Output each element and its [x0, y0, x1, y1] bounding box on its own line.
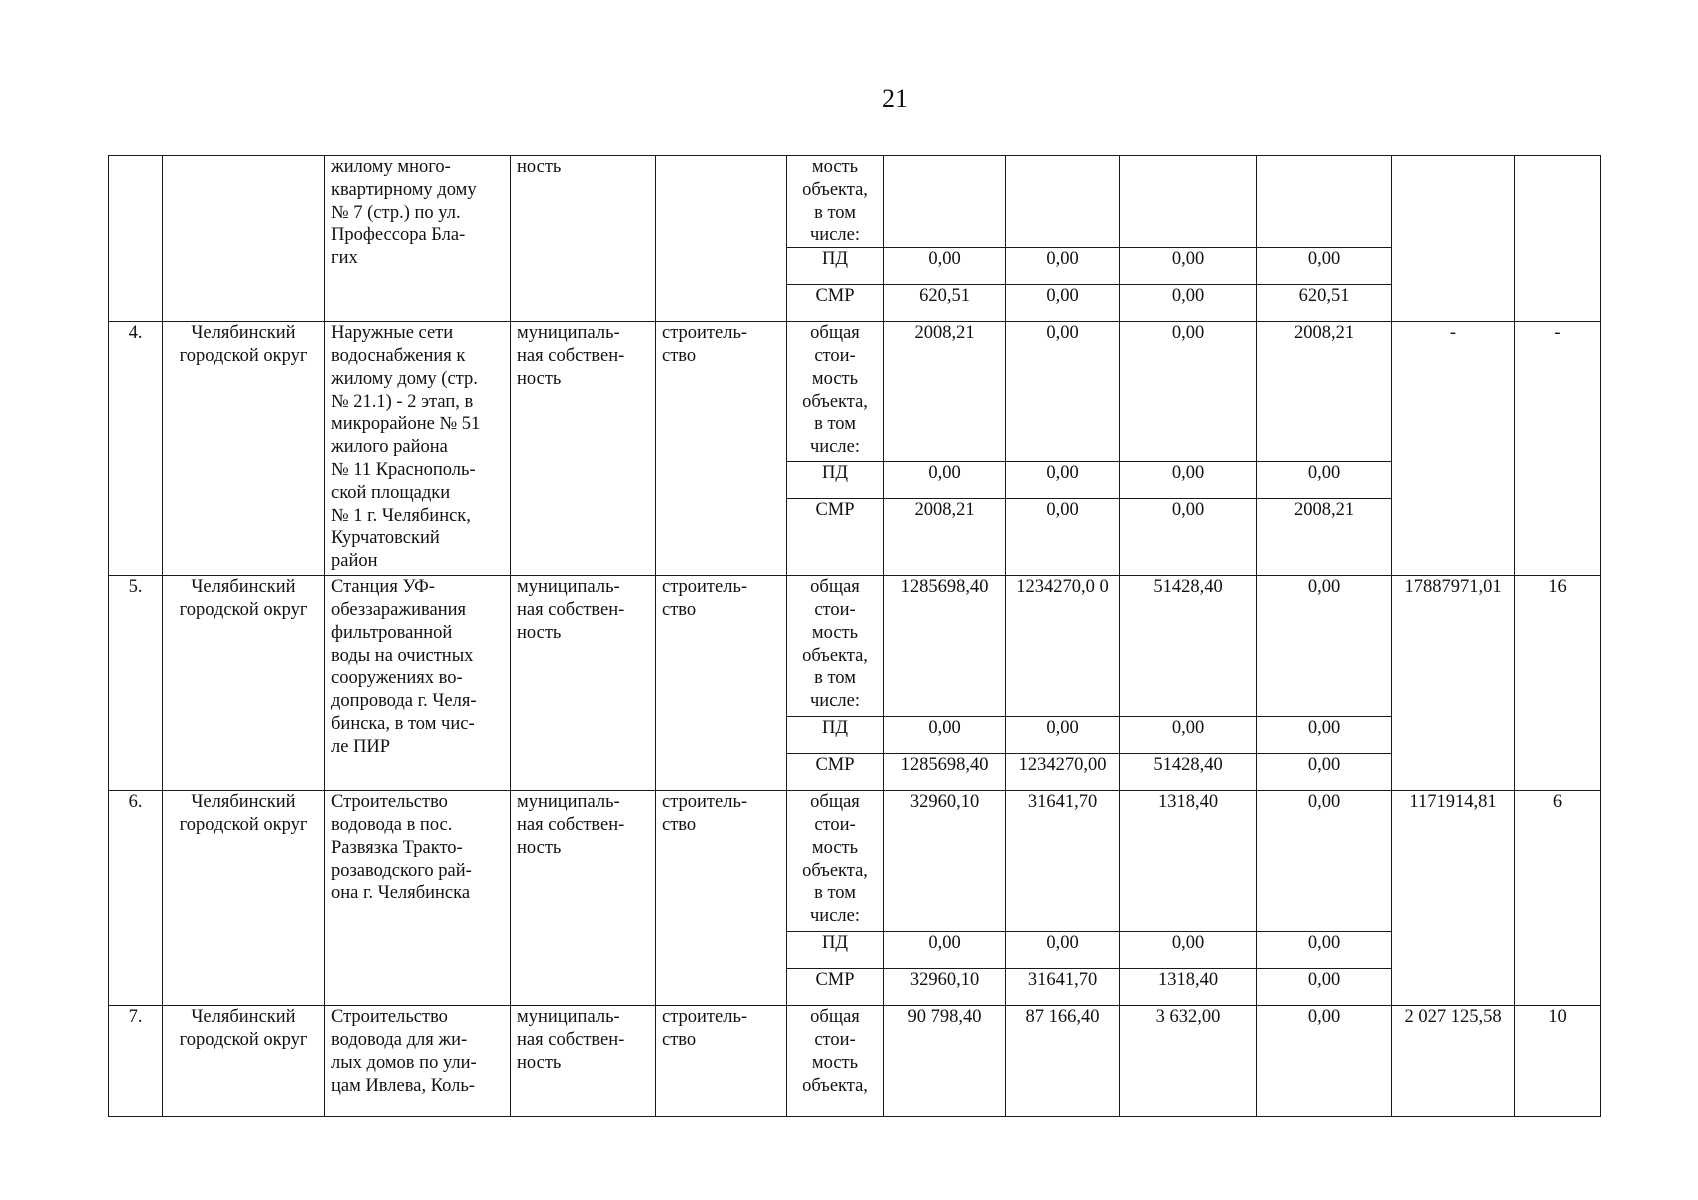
object-name-cell: Станция УФ- обеззараживания фильтрованной воды на очистных сооружениях во- допровода г. Челя- бинска, в том чис- ле ПИР	[325, 576, 511, 791]
pd-value: 0,00	[1006, 717, 1120, 754]
pd-value: 0,00	[1120, 462, 1257, 499]
pd-value: 0,00	[1257, 462, 1392, 499]
smr-value: 51428,40	[1120, 754, 1257, 791]
total-cost-value: 0,00	[1257, 576, 1392, 717]
table-row	[109, 791, 1601, 932]
total-cost-value: 1318,40	[1120, 791, 1257, 932]
smr-value: 0,00	[1120, 285, 1257, 322]
smr-value: 32960,10	[884, 969, 1006, 1006]
pd-label: ПД	[787, 248, 884, 285]
municipality-cell: Челябинский городской округ	[163, 576, 325, 791]
pd-label: ПД	[787, 462, 884, 499]
extra-count-cell: 10	[1515, 1006, 1601, 1117]
pd-label: ПД	[787, 717, 884, 754]
row-number: 4.	[109, 322, 163, 576]
total-cost-value: 0,00	[1257, 1006, 1392, 1117]
row-number: 6.	[109, 791, 163, 1006]
total-cost-label: общая стои- мость объекта, в том числе:	[787, 576, 884, 717]
smr-label: СМР	[787, 285, 884, 322]
total-cost-value	[1257, 156, 1392, 248]
page-number: 21	[882, 84, 908, 113]
extra-value-cell: -	[1392, 322, 1515, 576]
smr-value: 1318,40	[1120, 969, 1257, 1006]
smr-value: 0,00	[1006, 285, 1120, 322]
ownership-cell: муниципаль- ная собствен- ность	[511, 791, 656, 1006]
pd-value: 0,00	[1120, 248, 1257, 285]
pd-value: 0,00	[1006, 932, 1120, 969]
ownership-cell: муниципаль- ная собствен- ность	[511, 1006, 656, 1117]
pd-value: 0,00	[1006, 462, 1120, 499]
extra-value-cell: 1171914,81	[1392, 791, 1515, 1006]
total-cost-value: 0,00	[1120, 322, 1257, 462]
object-name-cell: Наружные сети водоснабжения к жилому дому (стр. № 21.1) - 2 этап, в микрорайоне № 51 жилого района № 11 Краснополь- ской площадки № 1 г. Челябинск, Курчатовский район	[325, 322, 511, 576]
total-cost-label: общая стои- мость объекта,	[787, 1006, 884, 1117]
municipality-cell: Челябинский городской округ	[163, 322, 325, 576]
total-cost-value: 32960,10	[884, 791, 1006, 932]
total-cost-value: 3 632,00	[1120, 1006, 1257, 1117]
row-number: 7.	[109, 1006, 163, 1117]
total-cost-label: общая стои- мость объекта, в том числе:	[787, 322, 884, 462]
smr-value: 1285698,40	[884, 754, 1006, 791]
row-number	[109, 156, 163, 322]
smr-value: 1234270,00	[1006, 754, 1120, 791]
total-cost-value: 0,00	[1257, 791, 1392, 932]
pd-value: 0,00	[1120, 932, 1257, 969]
total-cost-value: 90 798,40	[884, 1006, 1006, 1117]
total-cost-value: 2008,21	[884, 322, 1006, 462]
work-kind-cell: строитель- ство	[656, 1006, 787, 1117]
pd-value: 0,00	[884, 932, 1006, 969]
extra-count-cell: 6	[1515, 791, 1601, 1006]
smr-value: 0,00	[1257, 969, 1392, 1006]
total-cost-value	[1006, 156, 1120, 248]
ownership-cell: муниципаль- ная собствен- ность	[511, 322, 656, 576]
investment-objects-table	[108, 155, 1601, 1117]
pd-value: 0,00	[884, 717, 1006, 754]
municipality-cell	[163, 156, 325, 322]
total-cost-value: 0,00	[1006, 322, 1120, 462]
table-row	[109, 1006, 1601, 1117]
object-name-cell: Строительство водовода в пос. Развязка Тракто- розаводского рай- она г. Челябинска	[325, 791, 511, 1006]
smr-label: СМР	[787, 969, 884, 1006]
total-cost-value: 87 166,40	[1006, 1006, 1120, 1117]
smr-value: 620,51	[1257, 285, 1392, 322]
table-row	[109, 576, 1601, 717]
smr-value: 0,00	[1257, 754, 1392, 791]
total-cost-value	[884, 156, 1006, 248]
table-row	[109, 322, 1601, 462]
smr-label: СМР	[787, 754, 884, 791]
pd-value: 0,00	[1257, 932, 1392, 969]
row-number: 5.	[109, 576, 163, 791]
total-cost-value: 1285698,40	[884, 576, 1006, 717]
extra-count-cell: -	[1515, 322, 1601, 576]
object-name-cell: Строительство водовода для жи- лых домов по ули- цам Ивлева, Коль-	[325, 1006, 511, 1117]
pd-value: 0,00	[884, 462, 1006, 499]
total-cost-label: общая стои- мость объекта, в том числе:	[787, 791, 884, 932]
extra-value-cell: 2 027 125,58	[1392, 1006, 1515, 1117]
work-kind-cell: строитель- ство	[656, 322, 787, 576]
ownership-cell: ность	[511, 156, 656, 322]
total-cost-value: 31641,70	[1006, 791, 1120, 932]
smr-value: 0,00	[1120, 499, 1257, 576]
smr-value: 2008,21	[884, 499, 1006, 576]
total-cost-value: 1234270,0 0	[1006, 576, 1120, 717]
municipality-cell: Челябинский городской округ	[163, 1006, 325, 1117]
municipality-cell: Челябинский городской округ	[163, 791, 325, 1006]
total-cost-value	[1120, 156, 1257, 248]
ownership-cell: муниципаль- ная собствен- ность	[511, 576, 656, 791]
smr-value: 620,51	[884, 285, 1006, 322]
smr-label: СМР	[787, 499, 884, 576]
pd-value: 0,00	[1257, 248, 1392, 285]
smr-value: 2008,21	[1257, 499, 1392, 576]
extra-count-cell	[1515, 156, 1601, 322]
pd-label: ПД	[787, 932, 884, 969]
pd-value: 0,00	[1120, 717, 1257, 754]
total-cost-value: 2008,21	[1257, 322, 1392, 462]
work-kind-cell	[656, 156, 787, 322]
pd-value: 0,00	[884, 248, 1006, 285]
extra-value-cell: 17887971,01	[1392, 576, 1515, 791]
pd-value: 0,00	[1257, 717, 1392, 754]
object-name-cell: жилому много- квартирному дому № 7 (стр.) по ул. Профессора Бла- гих	[325, 156, 511, 322]
work-kind-cell: строитель- ство	[656, 576, 787, 791]
extra-value-cell	[1392, 156, 1515, 322]
extra-count-cell: 16	[1515, 576, 1601, 791]
work-kind-cell: строитель- ство	[656, 791, 787, 1006]
total-cost-label: мость объекта, в том числе:	[787, 156, 884, 248]
total-cost-value: 51428,40	[1120, 576, 1257, 717]
smr-value: 31641,70	[1006, 969, 1120, 1006]
pd-value: 0,00	[1006, 248, 1120, 285]
table-row	[109, 156, 1601, 248]
smr-value: 0,00	[1006, 499, 1120, 576]
